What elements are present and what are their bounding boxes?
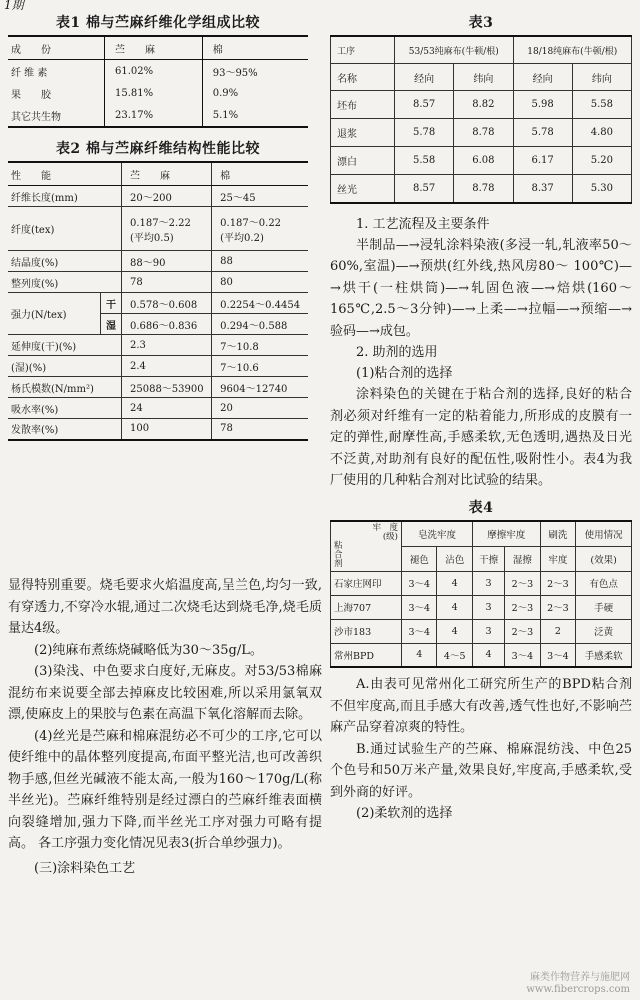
table2-row [8, 377, 308, 398]
table-cell: 5.1% [202, 104, 308, 127]
table-cell: 退浆 [331, 119, 395, 147]
table4-row [331, 643, 632, 667]
table2-label-cell: 发散率(%) [8, 419, 122, 440]
table2-header-cell: 苎 麻 [122, 162, 212, 186]
table-cell: 2～3 [540, 595, 575, 619]
section2-title: 2. 助剂的选用 [356, 345, 438, 360]
table-cell: 0.294～0.588 [212, 314, 308, 335]
table4-group-header: 摩擦牢度 [472, 521, 540, 547]
table-cell: 漂白 [331, 147, 395, 175]
table-cell: 7～10.8 [212, 335, 308, 356]
table-cell: 5.20 [572, 147, 631, 175]
table3-corner-cell: 工序 [331, 36, 395, 64]
table1-header-row [8, 36, 308, 60]
left-column [8, 10, 308, 441]
table-cell: 2 [540, 619, 575, 643]
table1-header-cell: 棉 [202, 36, 308, 60]
table-cell: 0.187～0.22 (平均0.2) [212, 207, 308, 251]
table3-corner-cell: 名称 [331, 64, 395, 91]
table-cell: 0.2254～0.4454 [212, 293, 308, 314]
table4-group-header: 使用情况 [576, 521, 632, 547]
table2-row [8, 186, 308, 207]
watermark [526, 972, 630, 996]
table-cell: 25～45 [212, 186, 308, 207]
table-cell: 25088～53900 [122, 377, 212, 398]
table4 [330, 520, 632, 669]
table-cell: 5.58 [395, 147, 454, 175]
watermark-line2: www.fibercrops.com [526, 984, 630, 995]
table-cell: 100 [122, 419, 212, 440]
table-cell: 20～200 [122, 186, 212, 207]
table-cell: 纤 维 素 [11, 67, 48, 79]
table1 [8, 35, 308, 128]
right-column [330, 10, 632, 824]
section2a-paragraph: 涂料染色的关键在于粘合剂的选择,良好的粘合剂必须对纤维有一定的粘着能力,所形成的皮膜有一定的弹性,耐摩性高,手感柔软,无色透明,遇热及日光不泛黄,对助剂有良好的配伍性,吸附性小。表4为我厂使用的几种粘合剂对比试验的结果。 [330, 387, 632, 488]
table-cell: 2～3 [505, 619, 540, 643]
table3-subheader-cell: 经向 [395, 64, 454, 91]
table3-row [331, 147, 632, 175]
table-cell: 24 [122, 398, 212, 419]
table2-row [8, 251, 308, 272]
table2-label-cell: 吸水率(%) [8, 398, 122, 419]
table-cell: 0.578～0.608 [122, 293, 212, 314]
table2-row [8, 335, 308, 356]
table-cell: 61.02% [105, 60, 203, 83]
paragraph-b: B.通过试验生产的苎麻、棉麻混纺浅、中色25个色号和50万米产量,效果良好,牢度高,手感柔软,受到外商的好评。 [330, 741, 632, 800]
table-cell: 4 [472, 643, 504, 667]
table-cell: 有色点 [576, 571, 632, 595]
table1-header-cell: 苎 麻 [105, 36, 203, 60]
table2-label-cell: 延伸度(干)(%) [8, 335, 122, 356]
table-cell: 9604～12740 [212, 377, 308, 398]
paragraph-scouring: (2)纯麻布煮练烧碱略低为30～35g/L。 [34, 642, 263, 658]
section2a-title: (1)粘合剂的选择 [356, 366, 453, 381]
table4-subheader-cell: 沾色 [437, 546, 472, 571]
table-cell: 3～4 [402, 619, 437, 643]
table-cell: 93～95% [202, 60, 308, 83]
table-cell: 3～4 [402, 595, 437, 619]
table-cell: 上海707 [331, 595, 402, 619]
table1-header-cell: 成 份 [8, 36, 105, 60]
table3-header-row [331, 36, 632, 64]
table-cell: 5.78 [513, 119, 572, 147]
table-cell: 坯布 [331, 91, 395, 119]
table3-row [331, 119, 632, 147]
table-cell: 23.17% [105, 104, 203, 127]
table4-corner-text: 粘 [334, 540, 343, 551]
table1-title: 表1 棉与苎麻纤维化学组成比较 [55, 15, 261, 31]
table4-group-header: 刷洗 [540, 521, 575, 547]
table4-subheader-cell: 牢度 [540, 546, 575, 571]
table-cell: 3 [472, 595, 504, 619]
table-cell: 78 [212, 419, 308, 440]
table-cell: 8.82 [454, 91, 513, 119]
table3 [330, 35, 632, 204]
table2-sub-cell: 湿 [101, 314, 122, 335]
table-cell: 5.78 [395, 119, 454, 147]
table1-row [8, 60, 308, 83]
table2-row [8, 272, 308, 293]
table4-corner-text: 合 [334, 549, 343, 560]
table-cell: 果 胶 [11, 89, 51, 101]
table2-sub-cell: 干 [101, 293, 122, 314]
table4-row [331, 595, 632, 619]
table-cell: 6.17 [513, 147, 572, 175]
table-cell: 0.9% [202, 82, 308, 104]
table2-row [8, 398, 308, 419]
section2b-title: (2)柔软剂的选择 [356, 806, 453, 821]
table-cell: 0.686～0.836 [122, 314, 212, 335]
table-cell: 2.4 [122, 356, 212, 377]
table3-subheader-cell: 经向 [513, 64, 572, 91]
table-cell: 7～10.6 [212, 356, 308, 377]
table-cell: 88 [212, 251, 308, 272]
table2-header-row [8, 162, 308, 186]
table3-group-header: 53/53纯麻布(牛顿/根) [395, 36, 514, 64]
table-cell: 8.78 [454, 175, 513, 203]
table-cell: 常州BPD [331, 643, 402, 667]
section1-title: 1. 工艺流程及主要条件 [356, 216, 490, 232]
table1-row [8, 82, 308, 104]
table-cell: 泛黄 [576, 619, 632, 643]
table2-header-cell: 棉 [212, 162, 308, 186]
table4-header-row [331, 521, 632, 547]
table2-label-cell: 强力(N/tex) [8, 293, 101, 335]
table2-header-cell: 性 能 [8, 162, 122, 186]
table-cell: 其它共生物 [11, 111, 61, 123]
table-cell: 2～3 [505, 595, 540, 619]
table4-subheader-cell: 湿擦 [505, 546, 540, 571]
paragraph-bleaching: (3)染浅、中色要求白度好,无麻皮。对53/53棉麻混纺布来说要全部去掉麻皮比较困难,所以采用氯氧双漂,使麻皮上的果胶与色素在高温下氧化溶解而去除。 [8, 664, 322, 722]
table-cell: 2.3 [122, 335, 212, 356]
table3-group-header: 18/18纯麻布(牛顿/根) [513, 36, 632, 64]
table4-subheader-cell: 褪色 [402, 546, 437, 571]
table-cell: 4 [437, 595, 472, 619]
table-cell: 88～90 [122, 251, 212, 272]
watermark-line1: 麻类作物营养与施肥网 [530, 972, 630, 983]
table4-row [331, 571, 632, 595]
table-cell: 20 [212, 398, 308, 419]
table-cell: 4 [402, 643, 437, 667]
table2-row [8, 356, 308, 377]
table1-row [8, 104, 308, 127]
table-cell: 0.187～2.22 (平均0.5) [122, 207, 212, 251]
table-cell: 5.30 [572, 175, 631, 203]
table-cell: 手硬 [576, 595, 632, 619]
table3-title: 表3 [468, 15, 494, 31]
table-cell: 3 [472, 571, 504, 595]
table3-subheader-cell: 纬向 [572, 64, 631, 91]
table3-row [331, 175, 632, 203]
issue-mark: 1期 [4, 0, 24, 12]
table4-row [331, 619, 632, 643]
paragraph-a: A.由表可见常州化工研究所生产的BPD粘合剂不但牢度高,而且手感大有改善,透气性也好,不影响苎麻产品穿着凉爽的特性。 [330, 677, 632, 735]
table4-corner-cell [331, 521, 402, 572]
table2-title: 表2 棉与苎麻纤维结构性能比较 [55, 141, 261, 157]
table-cell: 4～5 [437, 643, 472, 667]
table-cell: 8.57 [395, 175, 454, 203]
table-cell: 8.37 [513, 175, 572, 203]
table-cell: 2～3 [505, 571, 540, 595]
table-cell: 2～3 [540, 571, 575, 595]
table-cell: 8.57 [395, 91, 454, 119]
table-cell: 15.81% [105, 82, 203, 104]
table-cell: 3～4 [540, 643, 575, 667]
left-text-block [8, 575, 322, 879]
table-cell: 5.58 [572, 91, 631, 119]
table2-row [8, 293, 308, 314]
table-cell: 4 [437, 619, 472, 643]
table2-label-cell: 纤维长度(mm) [8, 186, 122, 207]
table4-subheader-cell: (效果) [576, 546, 632, 571]
section1-paragraph: 半制品—→浸轧涂料染液(多浸一轧,轧液率50～60%,室温)—→预烘(红外线,热风房80～ 100℃)—→烘干(一柱烘筒)—→轧固色液—→焙烘(160～165℃,2.5～3分钟)—→上柔—→拉幅—→预缩—→验码—→成包。 [330, 237, 632, 339]
table-cell: 4 [437, 571, 472, 595]
table2-label-cell: 杨氏模数(N/mm²) [8, 377, 122, 398]
table3-row [331, 91, 632, 119]
table-cell: 8.78 [454, 119, 513, 147]
table-cell: 石家庄网印 [331, 571, 402, 595]
table-cell: 6.08 [454, 147, 513, 175]
table3-subheader-cell: 纬向 [454, 64, 513, 91]
table-cell: 4.80 [572, 119, 631, 147]
table3-subheader-row [331, 64, 632, 91]
table4-subheader-cell: 干擦 [472, 546, 504, 571]
table-cell: 丝光 [331, 175, 395, 203]
table-cell: 沙市183 [331, 619, 402, 643]
table4-corner-text: 剂 [334, 558, 343, 569]
table-cell: 手感柔软 [576, 643, 632, 667]
paragraph-mercerizing: (4)丝光是苎麻和棉麻混纺必不可少的工序,它可以使纤维中的晶体整列度提高,布面平整光洁,也可改善织物手感,但丝光碱液不能太高,一般为160～170g/L(称半丝光)。苎麻纤维特别是经过漂白的苎麻纤维表面横向裂缝增加,强力下降,而半丝光工序对强力可略有提高。 各工序强力变化情况见表3(折合单纱强力)。 [8, 728, 322, 851]
table4-title: 表4 [468, 499, 494, 516]
table2-label-cell: 整列度(%) [8, 272, 122, 293]
paragraph-singeing: 显得特别重要。烧毛要求火焰温度高,呈兰色,均匀一致,有穿透力,不穿冷水辊,通过二次烧毛达到烧毛净,烧毛质量达4级。 [8, 578, 322, 636]
section3-title: (三)涂料染色工艺 [34, 860, 136, 876]
table4-group-header: 皂洗牢度 [402, 521, 473, 547]
table2-row [8, 207, 308, 251]
table-cell: 3～4 [402, 571, 437, 595]
table2 [8, 161, 308, 441]
table-cell: 3 [472, 619, 504, 643]
table-cell: 80 [212, 272, 308, 293]
table4-corner-text: (级) [382, 531, 398, 542]
table-cell: 5.98 [513, 91, 572, 119]
table2-label-cell: 结晶度(%) [8, 251, 122, 272]
table-cell: 3～4 [505, 643, 540, 667]
table2-label-cell: (湿)(%) [8, 356, 122, 377]
table2-label-cell: 纤度(tex) [8, 207, 122, 251]
table2-row [8, 419, 308, 440]
table4-corner-text: 牢 度 [372, 522, 398, 533]
table-cell: 78 [122, 272, 212, 293]
